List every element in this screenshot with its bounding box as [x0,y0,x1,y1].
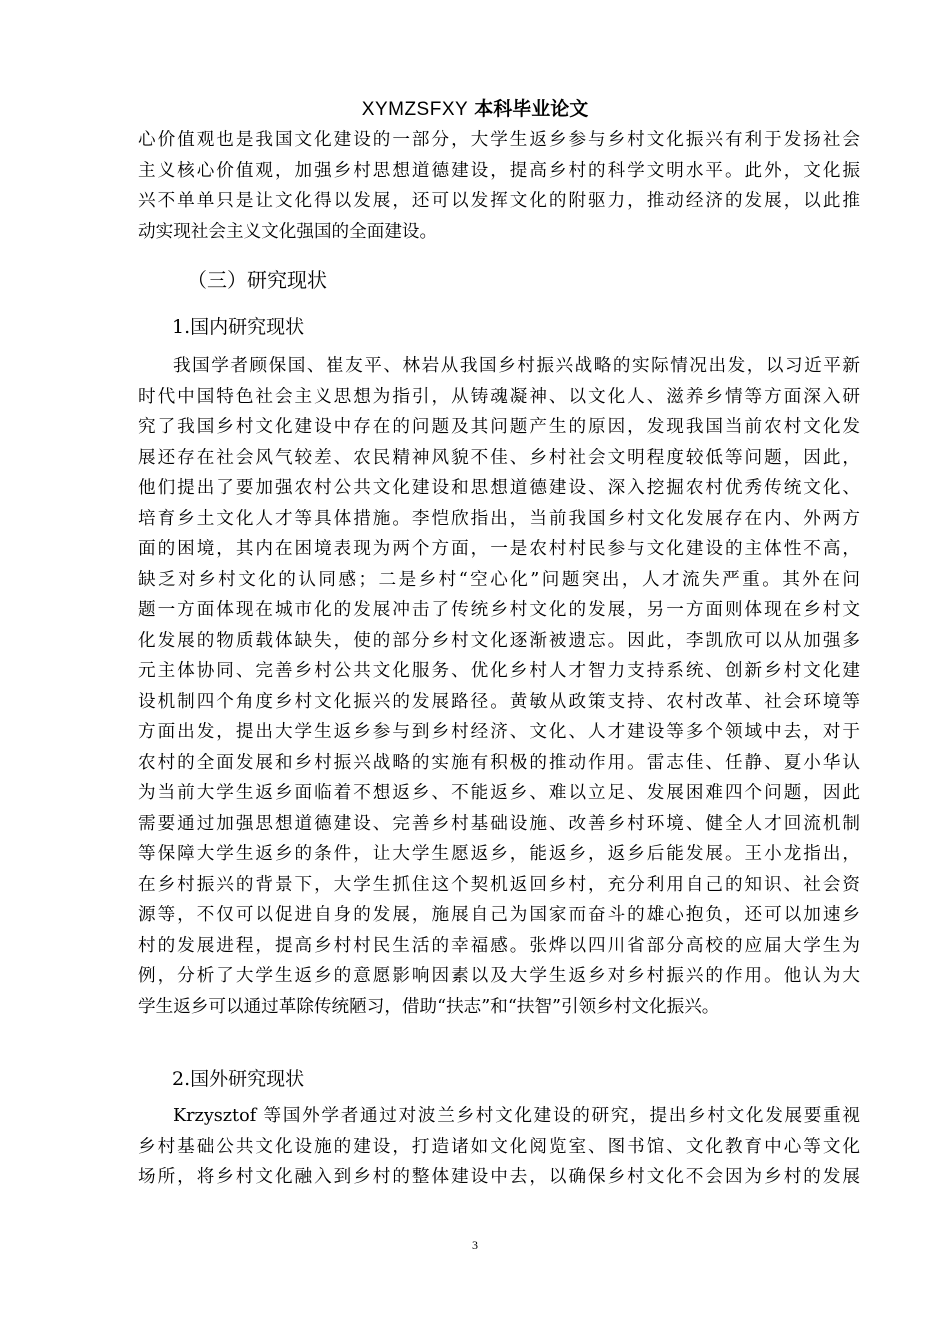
text-line: 动实现社会主义文化强国的全面建设。 [138,221,438,242]
text-line: 农村的全面发展和乡村振兴战略的实施有积极的推动作用。雷志佳、任静、夏小华认 [138,752,860,773]
text-line: 为当前大学生返乡面临着不想返乡、不能返乡、难以立足、发展困难四个问题，因此 [138,783,860,803]
text-line: 展还存在社会风气较差、农民精神风貌不佳、乡村社会文明程度较低等问题，因此， [138,447,860,468]
text-line: 培育乡土文化人才等具体措施。李恺欣指出，当前我国乡村文化发展存在内、外两方 [138,508,860,529]
text-line: 元主体协同、完善乡村公共文化服务、优化乡村人才智力支持系统、创新乡村文化建 [138,661,860,681]
text-line: 心价值观也是我国文化建设的一部分，大学生返乡参与乡村文化振兴有利于发扬社会 [138,130,860,150]
section-heading: （三）研究现状 [187,268,327,292]
text-line: 方面出发，提出大学生返乡参与到乡村经济、文化、人才建设等多个领域中去，对于 [138,722,860,742]
text-line: 时代中国特色社会主义思想为指引，从铸魂凝神、以文化人、滋养乡情等方面深入研 [138,386,860,407]
text-line: 兴不单单只是让文化得以发展，还可以发挥文化的附驱力，推动经济的发展，以此推 [138,191,860,211]
intro-paragraph [138,125,860,247]
text-line: 源等，不仅可以促进自身的发展，施展自己为国家而奋斗的雄心抱负，还可以加速乡 [138,905,860,925]
text-line: 究了我国乡村文化建设中存在的问题及其问题产生的原因，发现我国当前农村文化发 [138,417,860,437]
text-line: 面的困境，其内在困境表现为两个方面，一是农村村民参与文化建设的主体性不高， [138,539,860,559]
foreign-research-paragraph [138,1101,860,1193]
text-line: 题一方面体现在城市化的发展冲击了传统乡村文化的发展，另一方面则体现在乡村文 [138,600,860,620]
text-line: 设机制四个角度乡村文化振兴的发展路径。黄敏从政策支持、农村改革、社会环境等 [138,691,860,712]
text-line: 我国学者顾保国、崔友平、林岩从我国乡村振兴战略的实际情况出发，以习近平新 [173,356,860,376]
domestic-research-paragraph [138,351,860,1022]
text-line: Krzysztof 等国外学者通过对波兰乡村文化建设的研究，提出乡村文化发展要重视 [173,1106,860,1126]
subsection-heading-domestic: 1.国内研究现状 [172,316,305,338]
text-line: 学生返乡可以通过革除传统陋习，借助“扶志”和“扶智”引领乡村文化振兴。 [138,996,720,1017]
header-title: 本科毕业论文 [474,98,589,120]
page-number: 3 [472,1238,478,1252]
text-line: 在乡村振兴的背景下，大学生抓住这个契机返回乡村，充分利用自己的知识、社会资 [138,874,860,895]
page-header [0,96,950,123]
text-line: 例，分析了大学生返乡的意愿影响因素以及大学生返乡对乡村振兴的作用。他认为大 [138,966,860,986]
text-line: 村的发展进程，提高乡村村民生活的幸福感。张烨以四川省部分高校的应届大学生为 [138,935,860,956]
subsection-heading-foreign: 2.国外研究现状 [172,1068,305,1090]
text-line: 等保障大学生返乡的条件，让大学生愿返乡，能返乡，返乡后能发展。王小龙指出， [138,844,860,864]
text-line: 化发展的物质载体缺失，使的部分乡村文化逐渐被遗忘。因此，李凯欣可以从加强多 [138,630,860,651]
text-line: 缺乏对乡村文化的认同感；二是乡村“空心化”问题突出，人才流失严重。其外在问 [138,569,860,590]
header-school-code: XYMZSFXY [361,99,469,120]
text-line: 乡村基础公共文化设施的建设，打造诸如文化阅览室、图书馆、文化教育中心等文化 [138,1136,860,1157]
text-line: 他们提出了要加强农村公共文化建设和思想道德建设、深入挖掘农村优秀传统文化、 [138,478,860,498]
text-line: 场所，将乡村文化融入到乡村的整体建设中去，以确保乡村文化不会因为乡村的发展 [138,1167,860,1187]
text-line: 主义核心价值观，加强乡村思想道德建设，提高乡村的科学文明水平。此外，文化振 [138,160,860,181]
text-line: 需要通过加强思想道德建设、完善乡村基础设施、改善乡村环境、健全人才回流机制 [138,813,860,834]
